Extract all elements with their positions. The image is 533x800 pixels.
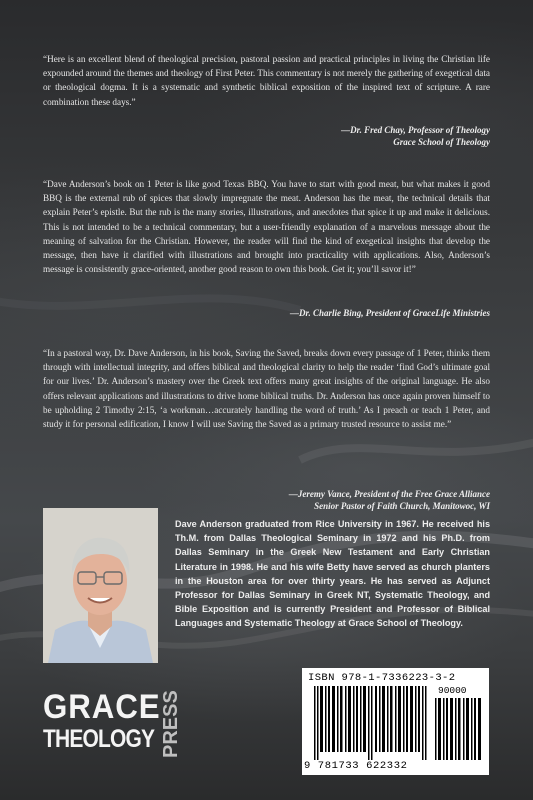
- testimonial-chay-attribution: [43, 124, 490, 148]
- ean-barcode-bars: [308, 686, 430, 760]
- attribution-name: —Dr. Fred Chay, Professor of Theology: [341, 125, 490, 135]
- ean-number: 9 781733 622332: [304, 760, 408, 772]
- testimonial-chay-text: “Here is an excellent blend of theological precision, pastoral passion and practical principles in living the Christian life expounded around the themes and theology of First Peter. This commentary is not merely the gathering of exegetical data or theological dogma. It is a systematic and synthetic biblical exposition of the inspired text of scripture. A rare combination these days.”: [43, 54, 490, 107]
- author-bio: Dave Anderson graduated from Rice University in 1967. He received his Th.M. from Dallas Theological Seminary in 1972 and his Ph.D. from Dallas Seminary in the Greek New Testament and Early Christian Literature in 1998. He and his wife Betty have served as church planters in the Houston area for over thirty years. He has served as Adjunct Professor for Dallas Seminary in Greek NT, Systematic Theology, and Bible Exposition and is currently President and Professor of Biblical Languages and Systematic Theology at Grace School of Theology.: [175, 519, 490, 629]
- logo-line-theology: THEOLOGY: [43, 725, 155, 753]
- testimonial-vance-text: “In a pastoral way, Dr. Dave Anderson, in his book, Saving the Saved, breaks down every passage of 1 Peter, thinks them through with intellectual integrity, and offers biblical and theological clarity to help the reader ‘find God’s ultimate goal for our lives.’ Dr. Anderson’s mastery over the Greek text offers many great insights of the original language. He also offers relevant applications and illustrations to drive home biblical truths. Dr. Anderson has once again proven himself to be upholding 2 Timothy 2:15, ‘a workman…accurately handling the word of truth.’ As I preach or teach 1 Peter, and study it for personal edification, I know I will use Saving the Saved as a primary trusted resource to assist me.”: [43, 348, 490, 430]
- attribution-affiliation: Senior Pastor of Faith Church, Manitowoc, WI: [314, 501, 490, 511]
- barcode-addon-number: 90000: [438, 685, 467, 696]
- attribution-name: —Dr. Charlie Bing, President of GraceLife Ministries: [289, 308, 490, 318]
- attribution-name: —Jeremy Vance, President of the Free Grace Alliance: [288, 489, 490, 499]
- author-portrait: [43, 508, 158, 663]
- addon-barcode-bars: [434, 698, 482, 760]
- isbn-barcode: [302, 668, 489, 775]
- testimonial-bing-text: “Dave Anderson’s book on 1 Peter is like good Texas BBQ. You have to start with good meat, but what makes it good BBQ is the external rub of spices that slowly impregnate the meat. Anderson has the meat, the technical details that explain Peter’s epistle. But the rub is the many stories, illustrations, and anecdotes that spice it up and make it delicious. This is not intended to be a technical commentary, but a user-friendly explanation of a marvelous message about the meaning of salvation for the Christian. However, the reader will find the kind of exegetical insights that develop the message, then have it clarified with illustrations and brought into practicality with applications. Also, Anderson’s message is consistently grace-oriented, another good reason to own this book. Get it; you’ll savor it!”: [43, 179, 490, 275]
- logo-line-grace: GRACE: [43, 688, 161, 726]
- isbn-number: ISBN 978-1-7336223-3-2: [308, 672, 456, 684]
- grace-theology-press-logo: [43, 688, 182, 760]
- testimonial-bing-attribution: [43, 307, 490, 319]
- logo-line-press: PRESS: [160, 690, 182, 758]
- attribution-affiliation: Grace School of Theology: [393, 137, 490, 147]
